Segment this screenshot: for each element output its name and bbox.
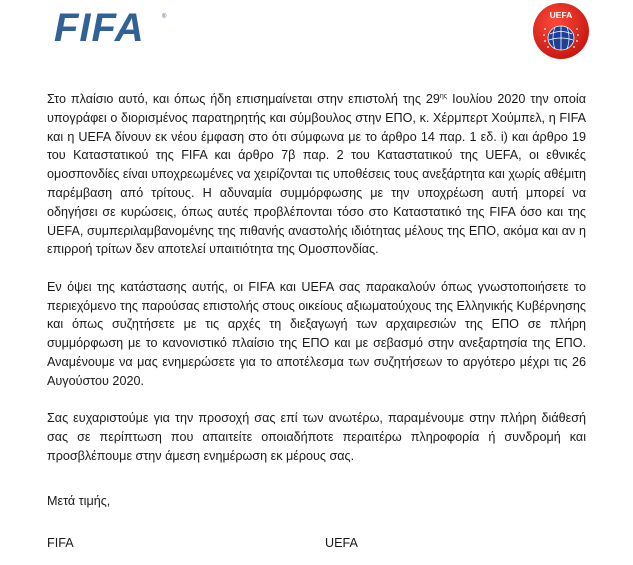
svg-text:UEFA: UEFA (549, 10, 573, 20)
signature-fifa: FIFA (47, 536, 74, 550)
paragraph-3: Σας ευχαριστούμε για την προσοχή σας επί των ανωτέρω, παραμένουμε στην πλήρη διάθεσή σας σε περίπτωση που απαιτείτε οποιαδήποτε περαιτέρω πληροφορία ή συνδρομή και προσβλέπουμε στην άμεση ενημέρωση εκ μέρους σας. (47, 411, 586, 463)
paragraph-1 (47, 90, 586, 259)
svg-text:FIFA: FIFA (54, 8, 145, 46)
letter-body (47, 90, 586, 485)
signature-uefa: UEFA (325, 536, 358, 550)
closing-salutation: Μετά τιμής, (47, 494, 111, 508)
paragraph-1-rest: Ιουλίου 2020 την οποία υπογράφει ο διορισμένος παρατηρητής και σύμβουλος στην ΕΠΟ, κ. Χέρμπερτ Χούμπελ, η FIFA και η UEFA δίνουν εκ νέου έμφαση στο ότι σύμφωνα με το άρθρο 14 παρ. 1 εδ. i) και άρθρο 19 του Καταστατικού της FIFA και άρθρο 7β παρ. 2 του Καταστατικού της UEFA, οι εθνικές ομοσπονδίες είναι υποχρεωμένες να χειρίζονται τις υποθέσεις τους ανεξάρτητα και χωρίς αθέμιτη παρέμβαση από τρίτους. Η αδυναμία συμμόρφωσης με την υποχρέωση αυτή μπορεί να οδηγήσει σε κυρώσεις, όπως αυτές προβλέπονται τόσο στο Καταστατικό της FIFA όσο και της UEFA, συμπεριλαμβανομένης της πιθανής αναστολής ιδιότητας μέλους της ΕΠΟ, ακόμα και αν η επιρροή τρίτων δεν αποτελεί υπαιτιότητα της Ομοσπονδίας. (47, 92, 586, 257)
fifa-logo (54, 8, 172, 46)
svg-text:®: ® (162, 14, 167, 20)
paragraph-2: Εν όψει της κατάστασης αυτής, οι FIFA και UEFA σας παρακαλούν όπως γνωστοποιήσετε το περιεχόμενο της παρούσας επιστολής στους οικείους αξιωματούχους της Ελληνικής Κυβέρνησης και όπως συζητήσετε με τις αρχές τη διεξαγωγή των αρχαιρεσιών της ΕΠΟ σε πλήρη συμμόρφωση με το κανονιστικό πλαίσιο της ΕΠΟ και με σεβασμό στην ανεξαρτησία της ΕΠΟ. Αναμένουμε να μας ενημερώσετε για το αποτέλεσμα των συζητήσεων το αργότερο μέχρι τις 26 Αυγούστου 2020. (47, 279, 586, 388)
paragraph-1-start: Στο πλαίσιο αυτό, και όπως ήδη επισημαίνεται στην επιστολή της 29 (47, 92, 440, 106)
uefa-logo (531, 1, 591, 61)
ordinal-suffix: ης (439, 92, 448, 100)
